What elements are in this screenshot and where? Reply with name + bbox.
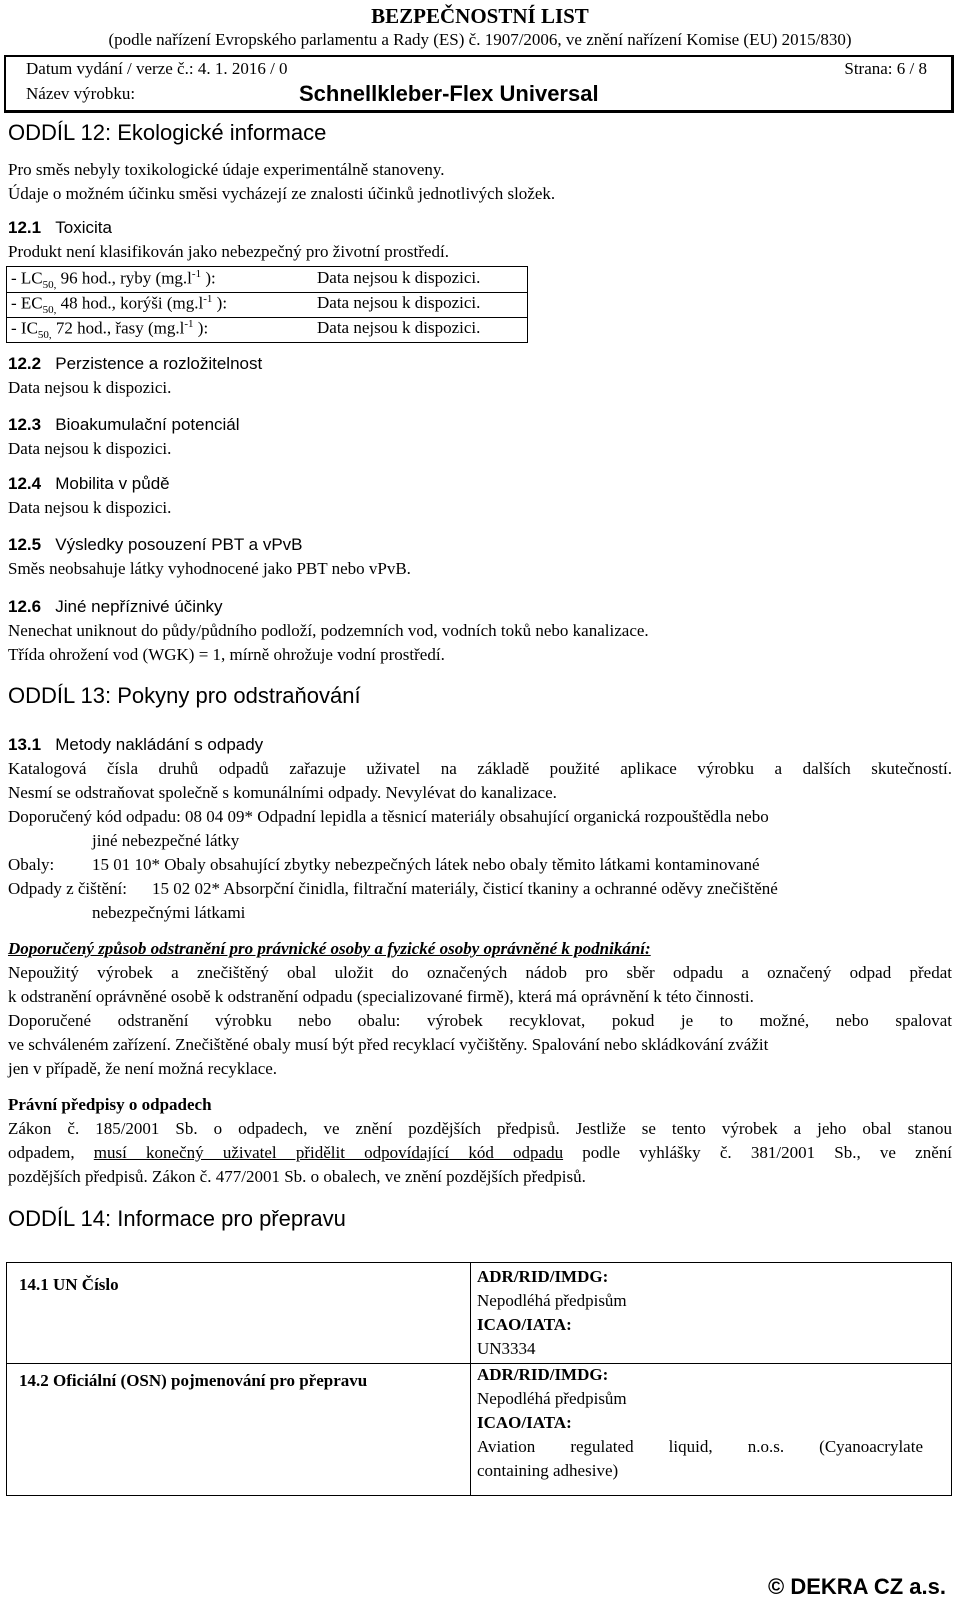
transport-name-icao-label: ICAO/IATA:: [477, 1413, 572, 1432]
s12-5-text: Směs neobsahuje látky vyhodnocené jako PBT nebo vPvB.: [8, 559, 411, 578]
transport-name-adr-label: ADR/RID/IMDG:: [477, 1365, 609, 1384]
transport-name-icao-value: Aviation regulated liquid, n.o.s. (Cyanoacrylate: [477, 1437, 923, 1456]
toxicity-param: - $LC_{50,}$ 96 hod., ryby ($mg.l^{-1}$ ):: [11, 268, 216, 292]
product-label: Název výrobku:: [26, 84, 136, 103]
s12-5-number: 12.5: [8, 535, 42, 554]
issue-date: Datum vydání / verze č.: 4. 1. 2016 / 0: [26, 59, 288, 78]
s13-waste-code-cont: jiné nebezpečné látky: [92, 831, 240, 850]
s13-rec-1a: Nepoužitý výrobek a znečištěný obal uložit do označených nádob pro sběr odpadu a označený odpad předat: [8, 963, 952, 982]
s13-para-1: Katalogová čísla druhů odpadů zařazuje uživatel na základě použité aplikace výrobku a dalších skutečností.: [8, 759, 952, 778]
transport-table-hdivider: [7, 1363, 951, 1364]
s12-3-text: Data nejsou k dispozici.: [8, 439, 172, 458]
section-12-title: ODDÍL 12: Ekologické informace: [8, 120, 327, 145]
s12-6-heading: [8, 597, 223, 617]
s12-6-number: 12.6: [8, 597, 42, 616]
toxicity-row-ec50: [7, 292, 527, 318]
transport-table-vdivider: [470, 1263, 471, 1495]
toxicity-row-ic50: [7, 317, 527, 342]
s12-3-title: Bioakumulační potenciál: [55, 415, 240, 434]
s12-5-heading: [8, 535, 303, 555]
s13-law-1: Zákon č. 185/2001 Sb. o odpadech, ve znění pozdějších předpisů. Jestliže se tento výrobek a jeho obal stanou: [8, 1119, 952, 1138]
s13-cleaning-code: 15 02 02* Absorpční činidla, filtrační materiály, čisticí tkaniny a ochranné oděvy znečištěné: [152, 879, 778, 898]
transport-un-adr-label: ADR/RID/IMDG:: [477, 1267, 609, 1286]
s13-rec-2c: jen v případě, že není možná recyklace.: [8, 1059, 278, 1078]
s12-4-title: Mobilita v půdě: [55, 474, 170, 493]
transport-row-shipping-name-label: 14.2 Oficiální (OSN) pojmenování pro přepravu: [19, 1371, 368, 1390]
s12-4-text: Data nejsou k dispozici.: [8, 498, 172, 517]
s12-1-title: Toxicita: [55, 218, 112, 237]
toxicity-row-lc50: [7, 267, 527, 293]
s12-3-heading: [8, 415, 240, 435]
s12-2-text: Data nejsou k dispozici.: [8, 378, 172, 397]
transport-table: [6, 1262, 952, 1496]
s12-2-heading: [8, 354, 262, 374]
transport-un-icao-label: ICAO/IATA:: [477, 1315, 572, 1334]
s13-rec-2b: ve schváleném zařízení. Znečištěné obaly musí být před recyklací vyčištěny. Spalování nebo skládkování zvážit: [8, 1035, 769, 1054]
section-13-title: ODDÍL 13: Pokyny pro odstraňování: [8, 683, 361, 708]
s12-6-text-1: Nenechat uniknout do půdy/půdního podloží, podzemních vod, vodních toků nebo kanalizace.: [8, 621, 649, 640]
toxicity-value: Data nejsou k dispozici.: [317, 318, 481, 337]
section-14-title: ODDÍL 14: Informace pro přepravu: [8, 1206, 346, 1231]
header-box: [4, 55, 954, 113]
s12-1-number: 12.1: [8, 218, 42, 237]
page-number: Strana: 6 / 8: [844, 59, 927, 78]
s12-6-title: Jiné nepříznivé účinky: [55, 597, 223, 616]
toxicity-value: Data nejsou k dispozici.: [317, 293, 481, 312]
s13-cleaning-label: Odpady z čištění:: [8, 879, 127, 898]
s13-packaging-label: Obaly:: [8, 855, 55, 874]
s12-intro-1: Pro směs nebyly toxikologické údaje experimentálně stanoveny.: [8, 160, 445, 179]
s12-6-text-2: Třída ohrožení vod (WGK) = 1, mírně ohrožuje vodní prostředí.: [8, 645, 445, 664]
transport-name-adr-value: Nepodléhá předpisům: [477, 1389, 627, 1408]
s13-rec-2a: Doporučené odstranění výrobku nebo obalu: výrobek recyklovat, pokud je to možné, nebo spalovat: [8, 1011, 952, 1030]
transport-name-icao-value-cont: containing adhesive): [477, 1461, 619, 1480]
s12-2-number: 12.2: [8, 354, 42, 373]
s12-5-title: Výsledky posouzení PBT a vPvB: [55, 535, 303, 554]
s12-1-text: Produkt není klasifikován jako nebezpečný pro životní prostředí.: [8, 242, 449, 261]
transport-un-adr-value: Nepodléhá předpisům: [477, 1291, 627, 1310]
s12-3-number: 12.3: [8, 415, 42, 434]
s13-law-2: odpadem, musí konečný uživatel přidělit odpovídající kód odpadu podle vyhlášky č. 381/2001 Sb., ve znění: [8, 1143, 952, 1162]
s13-law-title: Právní předpisy o odpadech: [8, 1095, 212, 1114]
s13-packaging-code: 15 01 10* Obaly obsahující zbytky nebezpečných látek nebo obaly těmito látkami kontaminované: [92, 855, 760, 874]
toxicity-param: - $EC_{50,}$ 48 hod., korýši ($mg.l^{-1}$ ):: [11, 293, 228, 317]
document-subtitle: (podle nařízení Evropského parlamentu a Rady (ES) č. 1907/2006, ve znění nařízení Komise (EU) 2015/830): [108, 30, 852, 49]
transport-row-un-number-label: 14.1 UN Číslo: [19, 1275, 119, 1294]
s13-waste-code: Doporučený kód odpadu: 08 04 09* Odpadní lepidla a těsnicí materiály obsahující organická rozpouštědla nebo: [8, 807, 769, 826]
s12-4-heading: [8, 474, 170, 494]
s13-law-3: pozdějších předpisů. Zákon č. 477/2001 Sb. o obalech, ve znění pozdějších předpisů.: [8, 1167, 586, 1186]
s12-4-number: 12.4: [8, 474, 42, 493]
s13-1-number: 13.1: [8, 735, 42, 754]
s12-intro-2: Údaje o možném účinku směsi vycházejí ze znalosti účinků jednotlivých složek.: [8, 184, 556, 203]
s13-recommendation-title: Doporučený způsob odstranění pro právnické osoby a fyzické osoby oprávněné k podnikání:: [8, 939, 651, 958]
s12-2-title: Perzistence a rozložitelnost: [55, 354, 263, 373]
toxicity-value: Data nejsou k dispozici.: [317, 268, 481, 287]
s13-para-2: Nesmí se odstraňovat společně s komunálními odpady. Nevylévat do kanalizace.: [8, 783, 557, 802]
toxicity-table: [6, 266, 528, 343]
s13-rec-1b: k odstranění oprávněné osobě k odstranění odpadu (specializované firmě), která má oprávnění k této činnosti.: [8, 987, 754, 1006]
s13-1-heading: [8, 735, 263, 755]
transport-un-icao-value: UN3334: [477, 1339, 536, 1358]
toxicity-param: - $IC_{50,}$ 72 hod., řasy ($mg.l^{-1}$ ):: [11, 318, 209, 342]
s13-1-title: Metody nakládání s odpady: [55, 735, 264, 754]
s13-law-2-underlined: musí konečný uživatel přidělit odpovídající kód odpadu: [93, 1143, 564, 1162]
footer-copyright: © DEKRA CZ a.s.: [768, 1574, 946, 1599]
s12-1-heading: [8, 218, 112, 238]
document-title: BEZPEČNOSTNÍ LIST: [371, 4, 589, 28]
product-name: Schnellkleber-Flex Universal: [299, 81, 599, 106]
s13-cleaning-code-cont: nebezpečnými látkami: [92, 903, 246, 922]
